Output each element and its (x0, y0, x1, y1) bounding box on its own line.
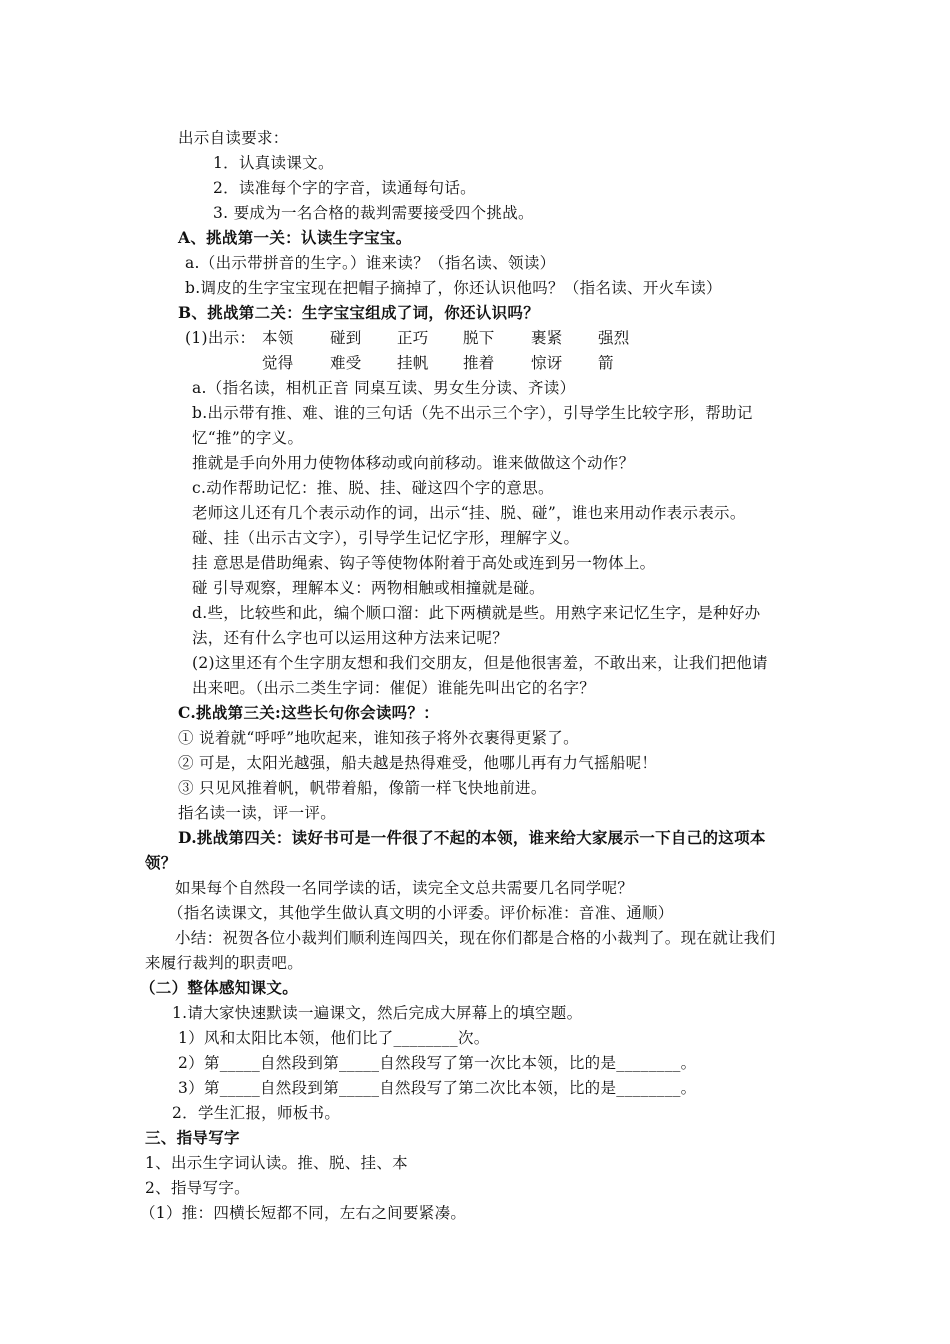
text-line: 小结：祝贺各位小裁判们顺利连闯四关，现在你们都是合格的小裁判了。现在就让我们 (175, 929, 776, 947)
word-item: 挂帆 (397, 354, 429, 372)
text-line: 如果每个自然段一名同学读的话，读完全文总共需要几名同学呢？ (175, 879, 634, 897)
text-line: c.动作帮助记忆：推、脱、挂、碰这四个字的意思。 (192, 479, 554, 497)
word-item: 箭 (598, 354, 614, 372)
text-line: b.调皮的生字宝宝现在把帽子摘掉了，你还认识他吗？（指名读、开火车读） (185, 279, 722, 297)
text-line: 2．学生汇报，师板书。 (172, 1104, 341, 1122)
text-line: 老师这儿还有几个表示动作的词，出示“挂、脱、碰”，谁也来用动作表示表示。 (192, 504, 746, 522)
word-item: 裹紧 (531, 329, 563, 347)
text-line: 指名读一读，评一评。 (178, 804, 337, 822)
section-heading: D.挑战第四关：读好书可是一件很了不起的本领，谁来给大家展示一下自己的这项本 (178, 828, 766, 847)
section-heading: 三、指导写字 (145, 1128, 240, 1147)
word-row (185, 328, 255, 348)
word-item: 正巧 (397, 329, 429, 347)
section-heading: B、挑战第二关：生字宝宝组成了词，你还认识吗？ (178, 303, 540, 322)
word-item: 碰到 (330, 329, 362, 347)
text-line: 3）第_____自然段到第_____自然段写了第二次比本领，比的是________。 (178, 1079, 697, 1097)
word-item: 觉得 (262, 354, 294, 372)
text-line: 3. 要成为一名合格的裁判需要接受四个挑战。 (213, 204, 534, 222)
text-line: （1）推：四横长短都不同，左右之间要紧凑。 (140, 1204, 467, 1222)
text-line: 出来吧。（出示二类生字词：催促）谁能先叫出它的名字？ (192, 679, 596, 697)
word-item: 强烈 (598, 329, 630, 347)
word-row-prefix: (1)出示： (185, 329, 256, 347)
text-line: 1．认真读课文。 (213, 154, 334, 172)
text-line: 碰、挂（出示古文字），引导学生记忆字形，理解字义。 (192, 529, 580, 547)
text-line: 推就是手向外用力使物体移动或向前移动。谁来做做这个动作？ (192, 454, 635, 472)
word-item: 本领 (262, 329, 294, 347)
text-line: d.些，比较些和此，编个顺口溜：此下两横就是些。用熟字来记忆生字，是种好办 (192, 604, 761, 622)
text-line: b.出示带有推、难、谁的三句话（先不出示三个字），引导学生比较字形，帮助记 (192, 404, 753, 422)
text-line: 挂 意思是借助绳索、钩子等使物体附着于高处或连到另一物体上。 (192, 554, 656, 572)
word-item: 惊讶 (531, 354, 563, 372)
text-line: 1、出示生字词认读。推、脱、挂、本 (145, 1154, 408, 1172)
section-heading: C.挑战第三关:这些长句你会读吗？： (178, 703, 440, 722)
word-item: 推着 (463, 354, 495, 372)
section-heading: 领？ (145, 853, 177, 872)
text-line: (2)这里还有个生字朋友想和我们交朋友，但是他很害羞，不敢出来，让我们把他请 (192, 654, 768, 672)
text-line: ② 可是，太阳光越强，船夫越是热得难受，他哪儿再有力气摇船呢！ (178, 754, 658, 772)
text-line: 碰 引导观察，理解本义：两物相触或相撞就是碰。 (192, 579, 545, 597)
word-item: 脱下 (463, 329, 495, 347)
text-line: 2）第_____自然段到第_____自然段写了第一次比本领，比的是________。 (178, 1054, 697, 1072)
section-heading: A、挑战第一关：认读生字宝宝。 (178, 228, 412, 247)
text-line: 2、指导写字。 (145, 1179, 250, 1197)
text-line: ③ 只见风推着帆，帆带着船，像箭一样飞快地前进。 (178, 779, 547, 797)
text-line: 1.请大家快速默读一遍课文，然后完成大屏幕上的填空题。 (172, 1004, 583, 1022)
text-line: a.（指名读，相机正音 同桌互读、男女生分读、齐读） (192, 379, 576, 397)
text-line: 忆“推”的字义。 (192, 429, 304, 447)
section-heading: （二）整体感知课文。 (140, 978, 299, 997)
text-line: （指名读课文，其他学生做认真文明的小评委。评价标准：音准、通顺） (168, 904, 674, 922)
word-item: 难受 (330, 354, 362, 372)
text-line: 1）风和太阳比本领，他们比了________次。 (178, 1029, 490, 1047)
text-line: 出示自读要求： (178, 129, 289, 147)
text-line: 2．读准每个字的字音，读通每句话。 (213, 179, 476, 197)
text-line: 法，还有什么字也可以运用这种方法来记呢？ (192, 629, 509, 647)
text-line: 来履行裁判的职责吧。 (145, 954, 304, 972)
text-line: a.（出示带拼音的生字。）谁来读？（指名读、领读） (185, 254, 556, 272)
text-line: ① 说着就“呼呼”地吹起来，谁知孩子将外衣裹得更紧了。 (178, 729, 579, 747)
